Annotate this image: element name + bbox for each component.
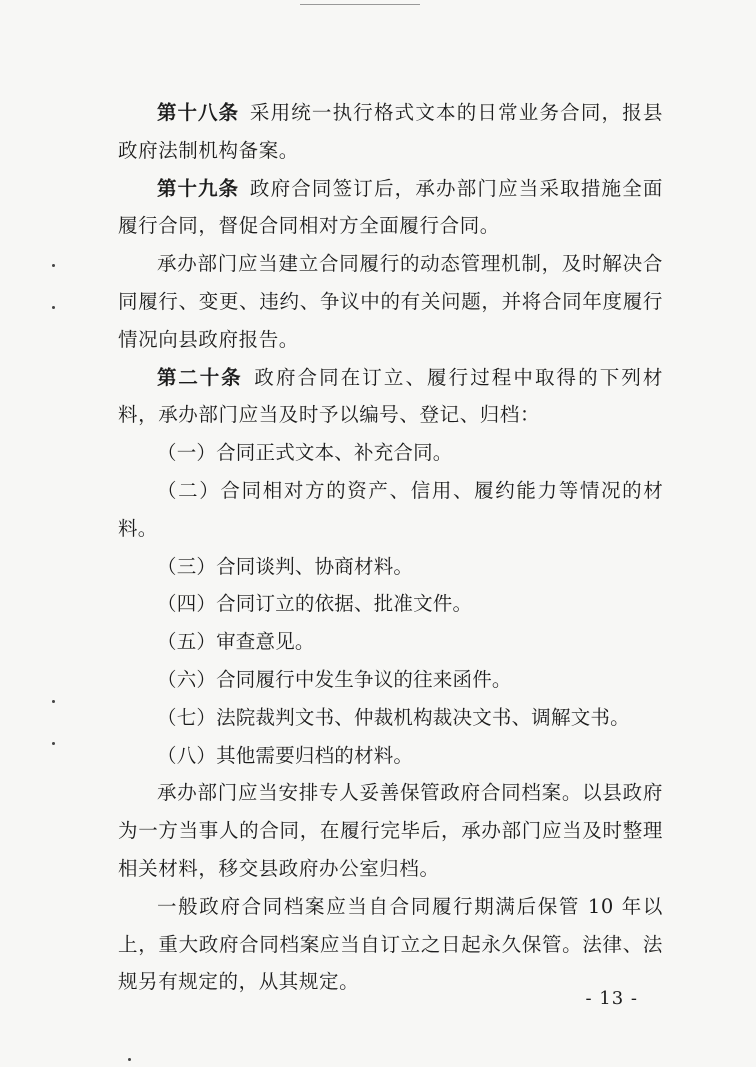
scan-artifact-top bbox=[300, 4, 420, 5]
article-heading: 第十九条 bbox=[157, 176, 239, 200]
body-text bbox=[118, 94, 663, 1001]
scan-artifact-dot bbox=[52, 264, 55, 267]
list-item-text: （五）审查意见。 bbox=[157, 630, 315, 654]
paragraph-text: 承办部门应当建立合同履行的动态管理机制，及时解决合同履行、变更、违约、争议中的有关问题，并将合同年度履行情况向县政府报告。 bbox=[118, 252, 663, 351]
list-item bbox=[118, 699, 663, 737]
list-item bbox=[118, 434, 663, 472]
list-item-text: （三）合同谈判、协商材料。 bbox=[157, 554, 414, 578]
paragraph bbox=[118, 888, 663, 1001]
paragraph-text: 承办部门应当安排专人妥善保管政府合同档案。以县政府为一方当事人的合同，在履行完毕后，承办部门应当及时整理相关材料，移交县政府办公室归档。 bbox=[118, 781, 663, 880]
paragraph-text: 采用统一执行格式文本的日常业务合同，报县政府法制机构备案。 bbox=[118, 101, 663, 162]
paragraph bbox=[118, 245, 663, 358]
list-item-text: （四）合同订立的依据、批准文件。 bbox=[157, 592, 473, 616]
article-heading: 第十八条 bbox=[157, 101, 239, 124]
list-item bbox=[118, 623, 663, 661]
paragraph bbox=[118, 359, 663, 435]
list-item bbox=[118, 585, 663, 623]
list-item bbox=[118, 472, 663, 548]
paragraph-text: 政府合同签订后，承办部门应当采取措施全面履行合同，督促合同相对方全面履行合同。 bbox=[118, 176, 663, 238]
list-item bbox=[118, 548, 663, 586]
scan-artifact-dot bbox=[52, 742, 55, 745]
list-item-text: （八）其他需要归档的材料。 bbox=[157, 743, 414, 767]
list-item-text: （七）法院裁判文书、仲裁机构裁决文书、调解文书。 bbox=[157, 705, 630, 729]
list-item-text: （一）合同正式文本、补充合同。 bbox=[157, 441, 453, 465]
paragraph bbox=[118, 774, 663, 887]
scan-artifact-dot bbox=[52, 306, 55, 309]
scan-artifact-dot bbox=[52, 700, 55, 703]
page-number: - 13 - bbox=[585, 988, 638, 1009]
paragraph-text: 政府合同在订立、履行过程中取得的下列材料，承办部门应当及时予以编号、登记、归档： bbox=[118, 365, 663, 427]
scan-artifact-dot bbox=[128, 1058, 131, 1061]
article-heading: 第二十条 bbox=[157, 365, 243, 389]
paragraph bbox=[118, 170, 663, 246]
list-item-text: （二）合同相对方的资产、信用、履约能力等情况的材料。 bbox=[118, 478, 663, 540]
list-item bbox=[118, 737, 663, 775]
paragraph-text: 一般政府合同档案应当自合同履行期满后保管 10 年以上，重大政府合同档案应当自订立之日起永久保管。法律、法规另有规定的，从其规定。 bbox=[118, 894, 663, 994]
list-item bbox=[118, 661, 663, 699]
list-item-text: （六）合同履行中发生争议的往来函件。 bbox=[157, 667, 512, 691]
paragraph bbox=[118, 94, 663, 170]
